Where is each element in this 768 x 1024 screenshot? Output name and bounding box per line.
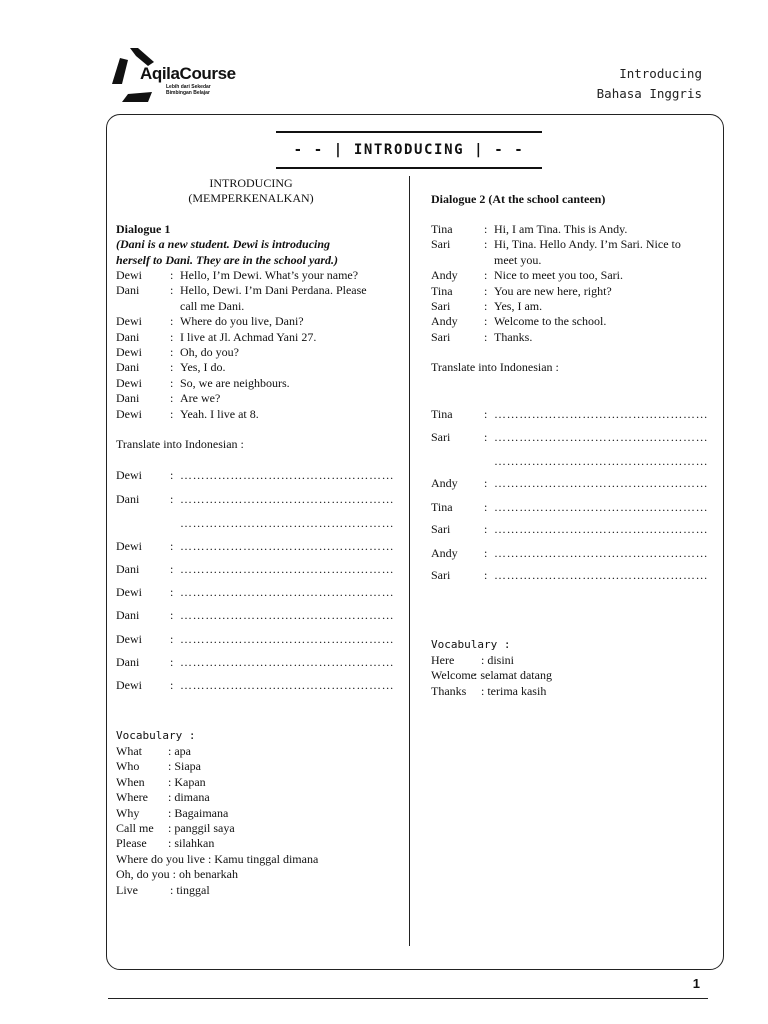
speaker-separator: : bbox=[170, 492, 174, 506]
answer-blank: …………………………………………… bbox=[494, 407, 709, 421]
speaker-separator: : bbox=[484, 268, 488, 283]
vocab-meaning: : apa bbox=[168, 744, 191, 758]
answer-blank: …………………………………………… bbox=[180, 562, 395, 576]
speaker-name: Andy bbox=[431, 546, 458, 560]
vocab-term: Call me bbox=[116, 821, 154, 835]
speaker-name: Dewi bbox=[116, 406, 142, 421]
answer-blank: …………………………………………… bbox=[494, 546, 709, 560]
answer-blank: …………………………………………… bbox=[494, 476, 709, 490]
left-subheading: (MEMPERKENALKAN) bbox=[188, 191, 314, 205]
answer-blank: …………………………………………… bbox=[180, 678, 395, 692]
page-number: 1 bbox=[692, 976, 700, 991]
dialogue-text: Hello, I’m Dewi. What’s your name? bbox=[180, 268, 359, 282]
answer-blank: …………………………………………… bbox=[180, 655, 395, 669]
vocab-meaning: : Bagaimana bbox=[168, 805, 229, 820]
speaker-name: Andy bbox=[431, 268, 458, 283]
dialogue-text: Hello, Dewi. I’m Dani Perdana. Please bbox=[180, 283, 367, 298]
vocab-meaning: : dimana bbox=[168, 790, 210, 805]
speaker-separator: : bbox=[170, 406, 174, 421]
speaker-name: Tina bbox=[431, 407, 453, 421]
right-vocab-label: Vocabulary : bbox=[431, 638, 511, 651]
vocab-item: Oh, do you : oh benarkah bbox=[116, 867, 238, 882]
dialogue-text: Yeah. I live at 8. bbox=[180, 406, 259, 421]
answer-blank: …………………………………………… bbox=[494, 430, 709, 444]
answer-blank: …………………………………………… bbox=[180, 585, 395, 599]
dialogue-1-context-line: herself to Dani. They are in the school yard.) bbox=[116, 253, 338, 267]
answer-blank: …………………………………………… bbox=[494, 454, 709, 468]
speaker-name: Dewi bbox=[116, 345, 142, 359]
footer-rule bbox=[108, 998, 708, 999]
vocab-term: Where bbox=[116, 790, 148, 805]
dialogue-text: Yes, I do. bbox=[180, 360, 226, 375]
vocab-meaning: : panggil saya bbox=[168, 821, 235, 835]
speaker-name: Dani bbox=[116, 492, 140, 506]
dialogue-text: Welcome to the school. bbox=[494, 314, 607, 329]
vocab-item: Where do you live : Kamu tinggal dimana bbox=[116, 851, 319, 866]
speaker-name: Sari bbox=[431, 430, 451, 444]
speaker-separator: : bbox=[170, 585, 174, 599]
speaker-separator: : bbox=[484, 407, 488, 421]
column-divider bbox=[409, 176, 410, 946]
speaker-separator: : bbox=[170, 329, 174, 344]
speaker-separator: : bbox=[484, 222, 488, 236]
answer-blank: …………………………………………… bbox=[494, 522, 709, 536]
page-title: - - | INTRODUCING | - - bbox=[276, 131, 542, 169]
dialogue-text: Thanks. bbox=[494, 329, 533, 344]
answer-blank: …………………………………………… bbox=[180, 468, 395, 482]
speaker-name: Dewi bbox=[116, 468, 142, 482]
vocab-meaning: : Siapa bbox=[168, 759, 201, 774]
logo-tagline-2: Bimbingan Belajar bbox=[166, 90, 210, 96]
answer-blank: …………………………………………… bbox=[494, 568, 709, 582]
speaker-separator: : bbox=[484, 314, 488, 329]
speaker-name: Tina bbox=[431, 283, 453, 298]
speaker-separator: : bbox=[484, 283, 488, 298]
dialogue-text: Are we? bbox=[180, 391, 221, 406]
vocab-term: Why bbox=[116, 805, 140, 820]
speaker-name: Dewi bbox=[116, 585, 142, 599]
speaker-separator: : bbox=[484, 237, 488, 252]
header-course: Bahasa Inggris bbox=[596, 86, 702, 101]
speaker-name: Sari bbox=[431, 299, 451, 313]
vocab-term: Thanks bbox=[431, 683, 467, 698]
answer-blank: …………………………………………… bbox=[180, 516, 395, 530]
speaker-name: Sari bbox=[431, 522, 451, 536]
speaker-separator: : bbox=[484, 430, 488, 444]
speaker-name: Sari bbox=[431, 237, 451, 252]
dialogue-1-context-line: (Dani is a new student. Dewi is introducing bbox=[116, 237, 331, 251]
speaker-separator: : bbox=[170, 468, 174, 482]
vocab-term: Here bbox=[431, 653, 455, 667]
speaker-separator: : bbox=[170, 562, 174, 576]
speaker-separator: : bbox=[170, 345, 174, 359]
speaker-name: Dewi bbox=[116, 268, 142, 282]
speaker-name: Andy bbox=[431, 476, 458, 490]
header-topic: Introducing bbox=[619, 66, 702, 81]
vocab-term: Please bbox=[116, 836, 147, 851]
speaker-name: Dani bbox=[116, 391, 140, 406]
logo-tagline-1: Lebih dari Sekedar bbox=[166, 84, 211, 90]
vocab-meaning: : silahkan bbox=[168, 836, 215, 851]
speaker-separator: : bbox=[484, 329, 488, 344]
speaker-name: Sari bbox=[431, 568, 451, 582]
speaker-name: Sari bbox=[431, 329, 451, 344]
speaker-name: Dani bbox=[116, 360, 140, 375]
answer-blank: …………………………………………… bbox=[180, 492, 395, 506]
speaker-separator: : bbox=[170, 655, 174, 669]
speaker-separator: : bbox=[170, 391, 174, 406]
vocab-term: Who bbox=[116, 759, 140, 774]
speaker-separator: : bbox=[484, 568, 488, 582]
answer-blank: …………………………………………… bbox=[180, 539, 395, 553]
dialogue-text: call me Dani. bbox=[180, 298, 245, 313]
speaker-name: Dani bbox=[116, 608, 140, 622]
left-translate-label: Translate into Indonesian : bbox=[116, 437, 244, 451]
vocab-term: What bbox=[116, 744, 142, 758]
vocab-term: Welcome bbox=[431, 668, 477, 683]
speaker-name: Tina bbox=[431, 500, 453, 514]
speaker-separator: : bbox=[170, 360, 174, 375]
answer-blank: …………………………………………… bbox=[494, 500, 709, 514]
header-subject bbox=[597, 64, 702, 104]
dialogue-text: You are new here, right? bbox=[494, 283, 612, 298]
logo-brand-text: AqilaCourse bbox=[140, 64, 236, 83]
dialogue-1-title: Dialogue 1 bbox=[116, 222, 171, 236]
left-heading: INTRODUCING bbox=[209, 176, 293, 190]
dialogue-text: Hi, Tina. Hello Andy. I’m Sari. Nice to bbox=[494, 237, 681, 252]
dialogue-text: Nice to meet you too, Sari. bbox=[494, 268, 623, 283]
vocab-term: When bbox=[116, 774, 145, 789]
speaker-name: Andy bbox=[431, 314, 458, 329]
vocab-term: Live bbox=[116, 882, 138, 897]
speaker-separator: : bbox=[170, 314, 174, 329]
right-translate-label: Translate into Indonesian : bbox=[431, 360, 559, 374]
speaker-separator: : bbox=[484, 522, 488, 536]
dialogue-text: I live at Jl. Achmad Yani 27. bbox=[180, 329, 317, 344]
speaker-separator: : bbox=[170, 539, 174, 553]
speaker-name: Dani bbox=[116, 283, 140, 298]
answer-blank: …………………………………………… bbox=[180, 608, 395, 622]
speaker-separator: : bbox=[484, 500, 488, 514]
dialogue-text: Yes, I am. bbox=[494, 299, 543, 313]
dialogue-text: Hi, I am Tina. This is Andy. bbox=[494, 222, 628, 236]
speaker-name: Dewi bbox=[116, 375, 142, 390]
speaker-name: Dewi bbox=[116, 632, 142, 646]
speaker-separator: : bbox=[170, 283, 174, 298]
vocab-meaning: : tinggal bbox=[170, 882, 210, 897]
vocab-meaning: : selamat datang bbox=[474, 668, 552, 683]
speaker-name: Dani bbox=[116, 562, 140, 576]
speaker-name: Dewi bbox=[116, 678, 142, 692]
answer-blank: …………………………………………… bbox=[180, 632, 395, 646]
dialogue-text: Oh, do you? bbox=[180, 345, 239, 359]
dialogue-2-title: Dialogue 2 (At the school canteen) bbox=[431, 192, 606, 206]
speaker-separator: : bbox=[170, 608, 174, 622]
speaker-name: Dani bbox=[116, 329, 140, 344]
speaker-separator: : bbox=[170, 268, 174, 282]
speaker-name: Tina bbox=[431, 222, 453, 236]
speaker-separator: : bbox=[484, 299, 488, 313]
left-vocab-label: Vocabulary : bbox=[116, 729, 196, 742]
dialogue-text: meet you. bbox=[494, 252, 542, 267]
dialogue-text: Where do you live, Dani? bbox=[180, 314, 304, 329]
speaker-separator: : bbox=[170, 375, 174, 390]
speaker-name: Dewi bbox=[116, 314, 142, 329]
vocab-meaning: : disini bbox=[481, 653, 515, 667]
speaker-name: Dani bbox=[116, 655, 140, 669]
speaker-separator: : bbox=[484, 476, 488, 490]
dialogue-text: So, we are neighbours. bbox=[180, 375, 290, 390]
vocab-meaning: : Kapan bbox=[168, 774, 206, 789]
aqilacourse-logo bbox=[108, 44, 238, 106]
speaker-separator: : bbox=[170, 632, 174, 646]
vocab-meaning: : terima kasih bbox=[481, 683, 547, 698]
speaker-name: Dewi bbox=[116, 539, 142, 553]
speaker-separator: : bbox=[484, 546, 488, 560]
speaker-separator: : bbox=[170, 678, 174, 692]
